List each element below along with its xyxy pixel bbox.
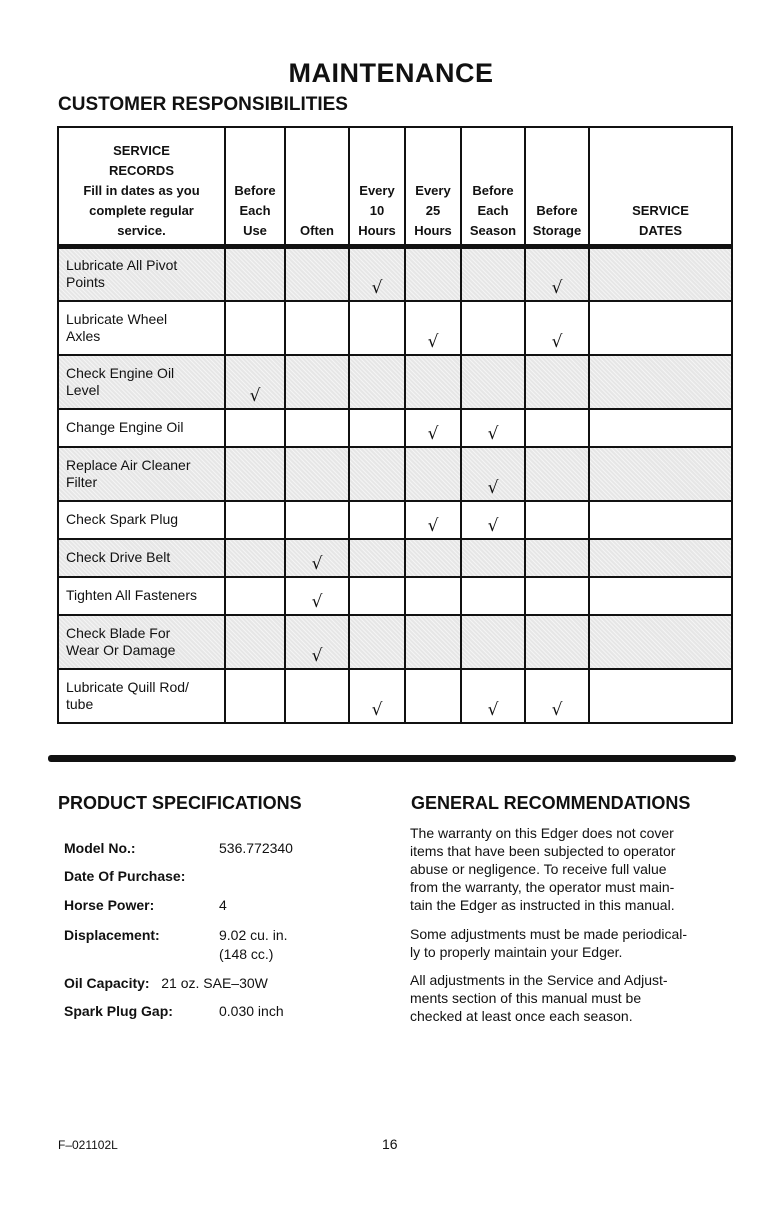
check-cell-before-each-use [225, 669, 285, 723]
check-cell-often [285, 501, 349, 539]
check-mark-icon: √ [427, 331, 439, 352]
column-header-often: Often [285, 127, 349, 247]
service-dates-cell[interactable] [589, 447, 732, 501]
check-mark-icon: √ [371, 699, 383, 720]
check-cell-before-each-season [461, 615, 525, 669]
table-row [58, 301, 732, 355]
check-cell-before-each-use [225, 615, 285, 669]
page-title: MAINTENANCE [288, 58, 494, 88]
check-cell-every-10-hours [349, 615, 405, 669]
section-subtitle: CUSTOMER RESPONSIBILITIES [58, 94, 348, 115]
task-cell: Replace Air Cleaner Filter [58, 447, 225, 501]
oil-capacity-value: 21 oz. SAE–30W [161, 975, 268, 991]
task-cell: Check Engine Oil Level [58, 355, 225, 409]
oil-capacity-label: Oil Capacity: [64, 975, 150, 991]
check-cell-every-10-hours [349, 669, 405, 723]
task-cell: Check Blade For Wear Or Damage [58, 615, 225, 669]
model-label: Model No.: [64, 840, 136, 856]
check-mark-icon: √ [371, 277, 383, 298]
document-code: F–021102L [58, 1138, 118, 1152]
check-cell-every-10-hours [349, 355, 405, 409]
check-cell-before-storage [525, 447, 589, 501]
check-cell-every-10-hours [349, 501, 405, 539]
general-recommendations-heading: GENERAL RECOMMENDATIONS [411, 793, 691, 813]
check-mark-icon: √ [487, 515, 499, 536]
check-cell-every-10-hours [349, 301, 405, 355]
service-dates-cell[interactable] [589, 409, 732, 447]
task-cell: Change Engine Oil [58, 409, 225, 447]
task-cell: Tighten All Fasteners [58, 577, 225, 615]
check-cell-every-10-hours [349, 247, 405, 301]
check-mark-icon: √ [427, 515, 439, 536]
task-cell: Lubricate Quill Rod/ tube [58, 669, 225, 723]
service-dates-cell[interactable] [589, 301, 732, 355]
table-row [58, 539, 732, 577]
column-header-service-dates: SERVICE DATES [589, 127, 732, 247]
maintenance-table [57, 126, 733, 724]
check-cell-before-each-season [461, 447, 525, 501]
recommendation-paragraph-3: All adjustments in the Service and Adjust- ments section of this manual must be checked at least once each season. [410, 972, 668, 1024]
service-dates-cell[interactable] [589, 615, 732, 669]
check-mark-icon: √ [427, 423, 439, 444]
service-records-header: SERVICE RECORDS Fill in dates as you complete regular service. [58, 127, 225, 247]
check-cell-often [285, 409, 349, 447]
section-divider [48, 755, 736, 762]
check-cell-every-25-hours [405, 539, 461, 577]
check-cell-before-storage [525, 409, 589, 447]
check-cell-before-each-season [461, 577, 525, 615]
check-mark-icon: √ [249, 385, 261, 406]
task-cell: Lubricate Wheel Axles [58, 301, 225, 355]
check-cell-every-25-hours [405, 355, 461, 409]
service-dates-cell[interactable] [589, 501, 732, 539]
check-cell-often [285, 615, 349, 669]
check-cell-every-10-hours [349, 539, 405, 577]
check-cell-often [285, 669, 349, 723]
table-row [58, 501, 732, 539]
check-cell-before-each-season [461, 501, 525, 539]
column-header-every-10-hours: Every 10 Hours [349, 127, 405, 247]
task-cell: Lubricate All Pivot Points [58, 247, 225, 301]
horse-power-value: 4 [219, 897, 227, 913]
product-specifications-heading: PRODUCT SPECIFICATIONS [58, 793, 302, 813]
service-dates-cell[interactable] [589, 577, 732, 615]
table-row [58, 447, 732, 501]
check-cell-before-each-use [225, 577, 285, 615]
check-cell-before-each-season [461, 669, 525, 723]
table-row [58, 615, 732, 669]
service-dates-cell[interactable] [589, 355, 732, 409]
check-cell-before-storage [525, 501, 589, 539]
column-header-every-25-hours: Every 25 Hours [405, 127, 461, 247]
table-header-row [58, 127, 732, 247]
check-cell-every-25-hours [405, 247, 461, 301]
oil-capacity-line [64, 975, 268, 991]
check-mark-icon: √ [311, 553, 323, 574]
check-cell-before-storage [525, 301, 589, 355]
check-cell-before-each-season [461, 409, 525, 447]
check-cell-before-storage [525, 669, 589, 723]
check-cell-every-25-hours [405, 501, 461, 539]
check-cell-before-each-use [225, 247, 285, 301]
recommendation-paragraph-1: The warranty on this Edger does not cover items that have been subjected to operator abuse or negligence. To receive full value from the warranty, the operator must main- tain the Edger as instructed in this manual. [410, 825, 676, 913]
column-header-before-each-season: Before Each Season [461, 127, 525, 247]
displacement-label: Displacement: [64, 927, 160, 943]
column-header-before-each-use: Before Each Use [225, 127, 285, 247]
recommendation-paragraph-2: Some adjustments must be made periodical- ly to properly maintain your Edger. [410, 926, 688, 960]
check-cell-often [285, 355, 349, 409]
check-cell-often [285, 447, 349, 501]
horse-power-label: Horse Power: [64, 897, 155, 913]
check-cell-every-25-hours [405, 447, 461, 501]
check-cell-often [285, 247, 349, 301]
check-cell-often [285, 301, 349, 355]
model-value: 536.772340 [219, 840, 293, 856]
page-number: 16 [382, 1136, 398, 1152]
check-mark-icon: √ [487, 477, 499, 498]
check-cell-before-each-use [225, 539, 285, 577]
check-cell-every-25-hours [405, 615, 461, 669]
check-cell-every-25-hours [405, 301, 461, 355]
check-cell-before-each-season [461, 355, 525, 409]
check-cell-often [285, 577, 349, 615]
check-mark-icon: √ [311, 645, 323, 666]
check-mark-icon: √ [551, 331, 563, 352]
check-cell-before-storage [525, 615, 589, 669]
check-cell-often [285, 539, 349, 577]
check-cell-before-each-use [225, 301, 285, 355]
spark-plug-gap-label: Spark Plug Gap: [64, 1003, 173, 1019]
table-row [58, 409, 732, 447]
check-cell-before-storage [525, 577, 589, 615]
check-cell-before-each-season [461, 247, 525, 301]
check-mark-icon: √ [311, 591, 323, 612]
check-mark-icon: √ [551, 699, 563, 720]
displacement-value-cc: (148 cc.) [219, 946, 274, 962]
check-cell-before-each-use [225, 501, 285, 539]
check-cell-before-each-use [225, 409, 285, 447]
check-mark-icon: √ [551, 277, 563, 298]
task-cell: Check Spark Plug [58, 501, 225, 539]
table-row [58, 247, 732, 301]
check-cell-before-storage [525, 355, 589, 409]
check-cell-before-each-season [461, 539, 525, 577]
check-cell-every-10-hours [349, 447, 405, 501]
displacement-value: 9.02 cu. in. [219, 927, 288, 943]
table-row [58, 577, 732, 615]
check-cell-every-25-hours [405, 577, 461, 615]
check-cell-before-storage [525, 247, 589, 301]
column-header-before-storage: Before Storage [525, 127, 589, 247]
check-cell-before-storage [525, 539, 589, 577]
check-mark-icon: √ [487, 699, 499, 720]
check-cell-before-each-season [461, 301, 525, 355]
service-dates-cell[interactable] [589, 247, 732, 301]
check-cell-every-25-hours [405, 669, 461, 723]
task-cell: Check Drive Belt [58, 539, 225, 577]
table-row [58, 669, 732, 723]
service-dates-cell[interactable] [589, 669, 732, 723]
service-dates-cell[interactable] [589, 539, 732, 577]
check-cell-before-each-use [225, 355, 285, 409]
check-mark-icon: √ [487, 423, 499, 444]
check-cell-before-each-use [225, 447, 285, 501]
check-cell-every-25-hours [405, 409, 461, 447]
check-cell-every-10-hours [349, 409, 405, 447]
table-row [58, 355, 732, 409]
spark-plug-gap-value: 0.030 inch [219, 1003, 284, 1019]
date-of-purchase-label: Date Of Purchase: [64, 868, 186, 884]
check-cell-every-10-hours [349, 577, 405, 615]
